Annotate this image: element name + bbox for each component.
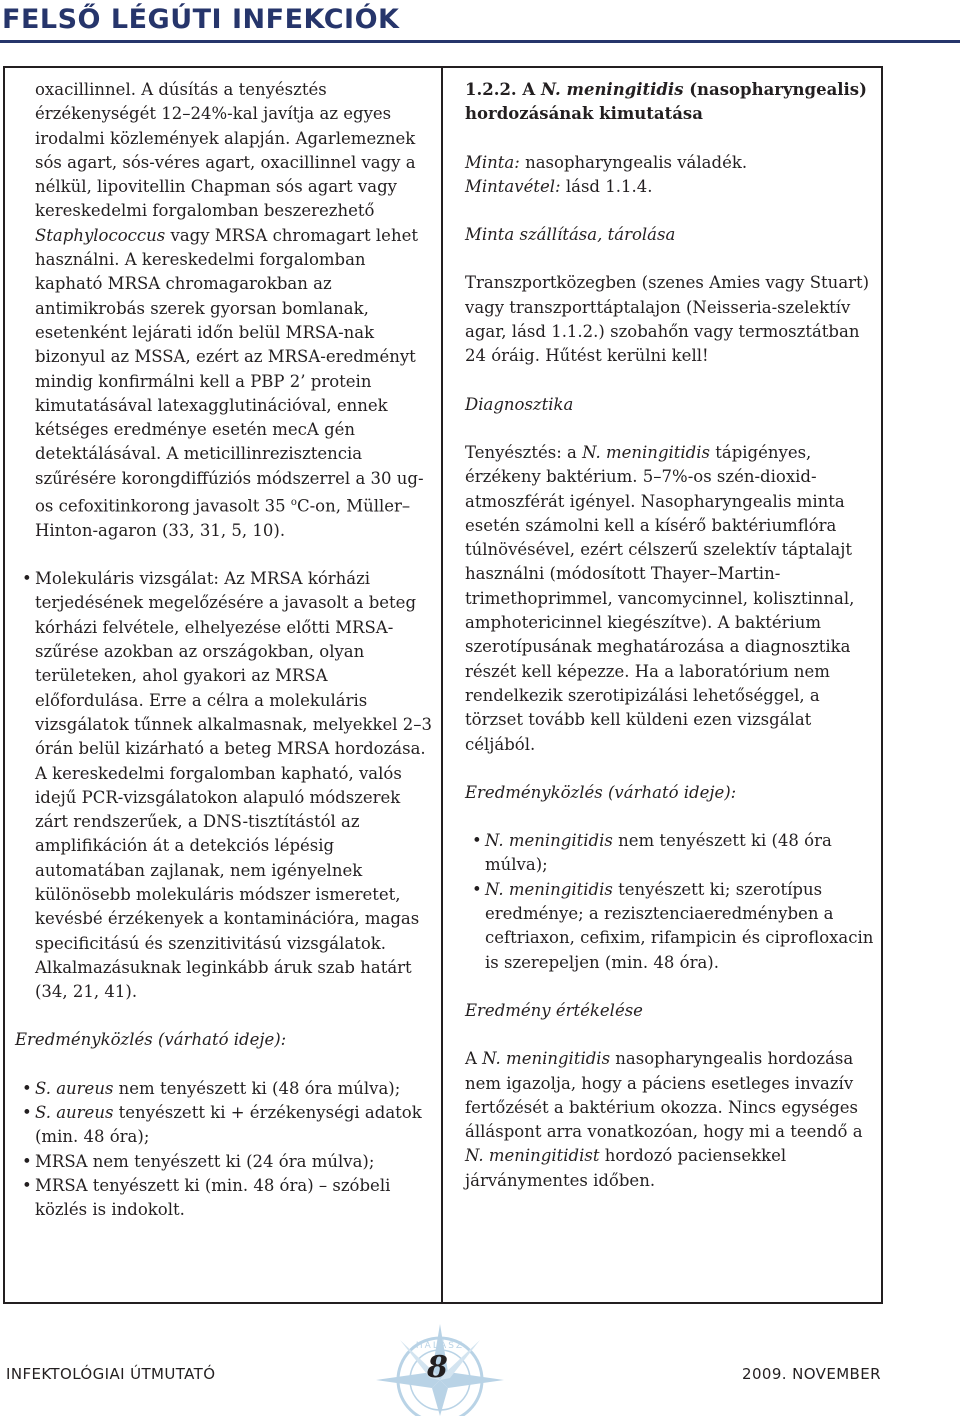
page-header	[0, 0, 960, 44]
header-rule	[0, 40, 960, 43]
eval-heading: Eredmény értékelése	[465, 1000, 643, 1020]
result-list	[472, 829, 875, 975]
list-item: • N. meningitidis nem tenyészett ki (48 óra múlva);	[472, 831, 832, 875]
result-heading: Eredményközlés (várható ideje):	[15, 1030, 287, 1050]
list-item: • Molekuláris vizsgálat: Az MRSA kórházi terjedésének megelőzésére a javasolt a beteg kórházi felvétele, elhelyezése előtti MRSA-szűrése azokban az országokban, olyan területeken, ahol gyakori az MRSA előfordulása. Erre a célra a molekuláris vizsgálatok tűnnek alkalmasnak, melyekkel 2–3 órán belül kizárható a beteg MRSA hordozása. A kereskedelmi forgalomban kapható, valós idejű PCR-vizsgálatokon alapuló módszerek zárt rendszerűek, a DNS-tisztítástól az amplifikáción át a detekciós lépésig automatában zajlanak, nem igényelnek különösebb molekuláris módszer ismeretet, kevésbé érzékenyek a kontaminációra, magas specificitású és szenzitivitású vizsgálatok. Alkalmazásuknak leginkább áruk szab határt (34, 21, 41).	[22, 569, 433, 1002]
result-heading: Eredményközlés (várható ideje):	[465, 782, 737, 802]
page-number: 8	[427, 1350, 448, 1385]
bullet-icon: •	[22, 1151, 32, 1171]
list-item: • N. meningitidis tenyészett ki; szerotípus eredménye; a rezisztenciaeredményben a ceftriaxon, cefixim, rifampicin és ciprofloxacin is szerepeljen (min. 48 óra).	[472, 879, 874, 972]
list-item: • MRSA nem tenyészett ki (24 óra múlva);	[35, 1150, 435, 1174]
bullet-icon: •	[22, 1175, 32, 1195]
right-column	[465, 78, 875, 1193]
list-item: • S. aureus tenyészett ki + érzékenységi adatok (min. 48 óra);	[22, 1103, 422, 1147]
footer-date: 2009. NOVEMBER	[742, 1365, 881, 1383]
diag-text: Tenyésztés: a N. meningitidis tápigényes, érzékeny baktérium. 5–7%-os szén-dioxid-atmoszférát igényel. Nasopharyngealis minta esetén számolni kell a kísérő baktériumflóra túlnövésével, ezért célszerű szelektív táptalajt használni (módosított Thayer–Martin-trimethoprimmel, vancomycinnel, kolisztinnal, amphotericinnel kiegészítve). A baktérium szerotípusának meghatározása a diagnosztika részét kell képezze. Ha a laboratórium nem rendelkezik szerotipizálási lehetőséggel, a törzset tovább kell küldeni ezen vizsgálat céljából.	[465, 442, 855, 754]
bullet-icon: •	[472, 831, 482, 851]
list-item: • S. aureus nem tenyészett ki (48 óra múlva);	[35, 1077, 435, 1101]
bullet-icon: •	[22, 569, 32, 589]
footer-publication: INFEKTOLÓGIAI ÚTMUTATÓ	[6, 1365, 216, 1383]
diag-heading: Diagnosztika	[465, 394, 574, 414]
bullet-icon: •	[22, 1103, 32, 1123]
mintavetel-line: Mintavétel: lásd 1.1.4.	[465, 176, 653, 196]
column-divider	[441, 66, 443, 1304]
section-title: 1.2.2. A N. meningitidis (nasopharyngealis) hordozásának kimutatása	[465, 80, 867, 124]
logo-text: HALÁSZ	[415, 1341, 465, 1351]
szallitas-heading: Minta szállítása, tárolása	[465, 225, 676, 245]
result-list	[22, 1077, 435, 1223]
bullet-icon: •	[22, 1078, 32, 1098]
eval-text: A N. meningitidis nasopharyngealis hordozása nem igazolja, hogy a páciens esetleges invazív fertőzését a baktérium okozza. Nincs egységes álláspont arra vonatkozóan, hogy mi a teendő a N. meningitidist hordozó paciensekkel járványmentes időben.	[465, 1049, 863, 1190]
header-title: FELSŐ LÉGÚTI INFEKCIÓK	[2, 4, 400, 35]
left-column	[15, 78, 435, 1223]
left-paragraph: oxacillinnel. A dúsítás a tenyésztés érzékenységét 12–24%-kal javítja az egyes irodalmi közlemények alapján. Agarlemeznek sós agart, sós-véres agart, oxacillinnel vagy a nélkül, lipovitellin Chapman sós agart vagy kereskedelmi forgalomban beszerezhető Staphylococcus vagy MRSA chromagart lehet használni. A kereskedelmi forgalomban kapható MRSA chromagarokban az antimikrobás szerek gyorsan bomlanak, esetenként lejárati időn belül MRSA-nak bizonyul az MSSA, ezért az MRSA-eredményt mindig konfirmálni kell a PBP 2’ protein kimutatásával latexagglutinációval, ennek kétséges eredménye esetén mecA gén detektálásával. A meticillinrezisztencia szűrésére korongdiffúziós módszerrel a 30 ug-os cefoxitinkorong javasolt 35 $^o$C-on, Müller–Hinton-agaron (33, 31, 5, 10).	[35, 80, 424, 540]
minta-line: Minta: nasopharyngealis váladék.	[465, 152, 748, 172]
szallitas-text: Transzportközegben (szenes Amies vagy Stuart) vagy transzporttáptalajon (Neisseria-szelektív agar, lásd 1.1.2.) szobahőn vagy termosztátban 24 óráig. Hűtést kerülni kell!	[465, 273, 870, 366]
bullet-icon: •	[472, 879, 482, 899]
molecular-list	[22, 567, 435, 1004]
list-item: • MRSA tenyészett ki (min. 48 óra) – szóbeli közlés is indokolt.	[22, 1175, 391, 1220]
